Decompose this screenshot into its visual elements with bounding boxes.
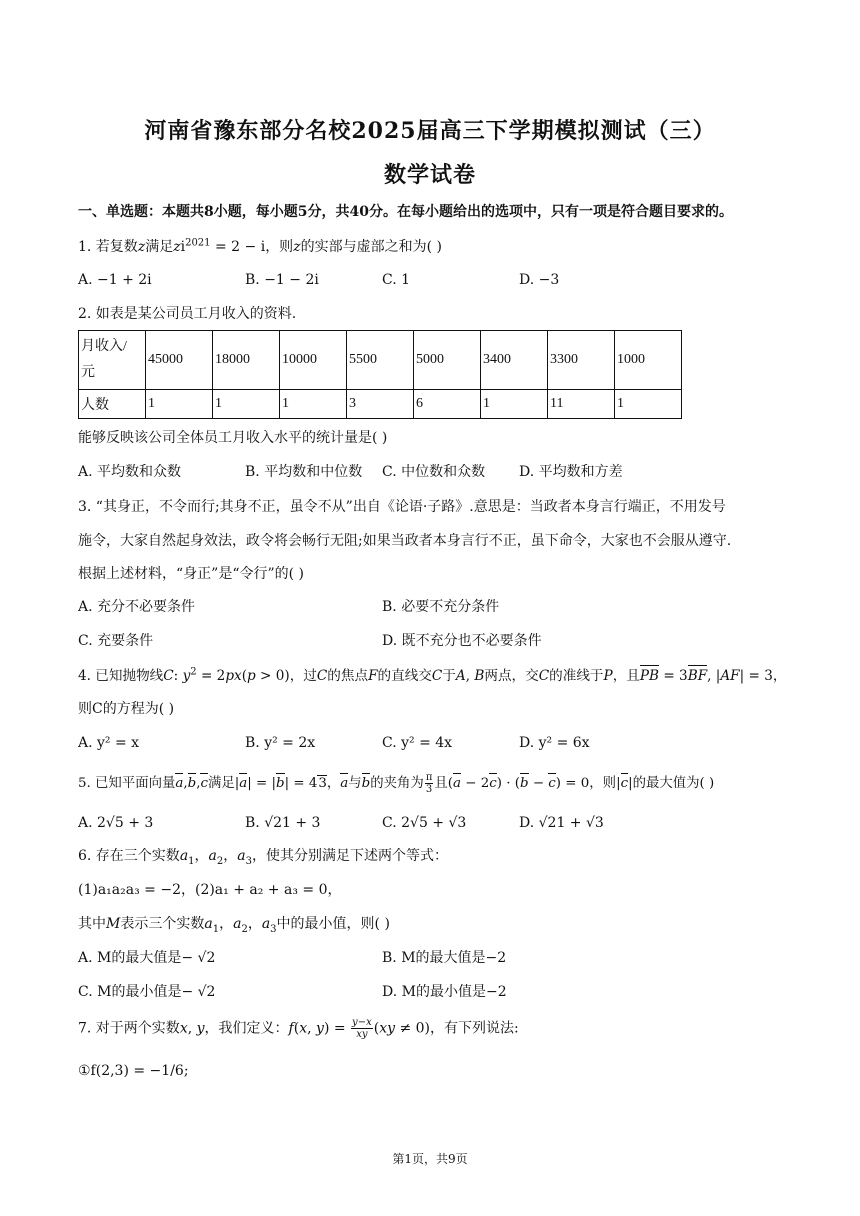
- income-header-cell: 月收入/ 元: [79, 331, 146, 390]
- question-3-line-2: 施令，大家自然起身效法，政令将会畅行无阻;如果当政者本身言行不正，虽下命令，大家也不会服从遵守.: [78, 533, 732, 549]
- question-7-line-1: 7. 对于两个实数x, y，我们定义：f(x, y) = $\frac{y-x}{xy}$ (xy ≠ 0)，有下列说法:: [78, 1017, 519, 1040]
- question-6-option-b: B. M的最大值是−2: [382, 950, 507, 966]
- income-cell: 3300: [548, 331, 615, 390]
- count-cell: 3: [347, 390, 414, 419]
- count-cell: 1: [615, 390, 682, 419]
- question-4-line-1: 4. 已知抛物线C: $y^2 = 2px(p > 0)$，过C的焦点F的直线交C于A, B两点，交C的准线于P，且PB = 3BF, |AF| = 3，: [78, 666, 787, 684]
- question-2-option-b: B. 平均数和中位数: [245, 464, 363, 480]
- question-1-option-c: C. 1: [382, 272, 411, 288]
- income-cell: 3400: [481, 331, 548, 390]
- question-5-option-a: A. 2√5 + 3: [78, 815, 154, 831]
- count-cell: 11: [548, 390, 615, 419]
- income-table-row-count: [79, 390, 682, 419]
- count-cell: 1: [280, 390, 347, 419]
- question-3-option-b: B. 必要不充分条件: [382, 599, 500, 615]
- count-cell: 1: [213, 390, 280, 419]
- question-1-option-d: D. −3: [519, 272, 560, 288]
- income-cell: 18000: [213, 331, 280, 390]
- count-cell: 6: [414, 390, 481, 419]
- question-2-question: 能够反映该公司全体员工月收入水平的统计量是( ): [78, 430, 388, 446]
- question-5-option-d: D. √21 + √3: [519, 815, 604, 831]
- question-6-option-d: D. M的最小值是−2: [382, 984, 507, 1000]
- question-4-option-b: B. y² = 2x: [245, 735, 316, 751]
- income-table-row-income: [79, 331, 682, 390]
- count-cell: 1: [481, 390, 548, 419]
- income-cell: 5000: [414, 331, 481, 390]
- question-4-option-a: A. y² = x: [78, 735, 140, 751]
- income-cell: 1000: [615, 331, 682, 390]
- question-6-option-a: A. M的最大值是− √2: [78, 950, 216, 966]
- question-7-item-1: ①f(2,3) = −1/6;: [78, 1063, 189, 1079]
- exam-subtitle: 数学试卷: [383, 162, 476, 188]
- income-cell: 45000: [146, 331, 213, 390]
- question-4-option-c: C. y² = 4x: [382, 735, 453, 751]
- question-1-stem: 1. 若复数z满足$zi^{2021} = 2 - i$，则z的实部与虚部之和为( ): [78, 237, 442, 255]
- question-3-option-d: D. 既不充分也不必要条件: [382, 633, 542, 649]
- question-6-line-2: (1)a₁a₂a₃ = −2，(2)a₁ + a₂ + a₃ = 0，: [78, 882, 342, 898]
- question-6-line-3: 其中M表示三个实数$a_1$，$a_2$，$a_3$中的最小值，则( ): [78, 916, 390, 935]
- exam-title: 河南省豫东部分名校2025届高三下学期模拟测试（三）: [144, 118, 716, 144]
- question-5-option-b: B. √21 + 3: [245, 815, 321, 831]
- question-2-option-d: D. 平均数和方差: [519, 464, 623, 480]
- question-1-option-b: B. −1 − 2i: [245, 272, 319, 288]
- question-6-option-c: C. M的最小值是− √2: [78, 984, 216, 1000]
- question-4-option-d: D. y² = 6x: [519, 735, 590, 751]
- question-6-line-1: 6. 存在三个实数$a_1$，$a_2$，$a_3$，使其分别满足下述两个等式：: [78, 848, 449, 867]
- page-footer: 第1页，共9页: [392, 1152, 468, 1166]
- question-1-option-a: A. −1 + 2i: [78, 272, 152, 288]
- question-3-line-1: 3. “其身正，不令而行;其身不正，虽令不从”出自《论语·子路》.意思是：当政者本身言行端正，不用发号: [78, 499, 726, 515]
- section-single-choice-heading: 一、单选题：本题共8小题，每小题5分，共40分。在每小题给出的选项中，只有一项是符合题目要求的。: [78, 204, 733, 220]
- question-2-option-c: C. 中位数和众数: [382, 464, 486, 480]
- count-header-cell: 人数: [79, 390, 146, 419]
- income-cell: 10000: [280, 331, 347, 390]
- count-cell: 1: [146, 390, 213, 419]
- question-4-line-2: 则C的方程为( ): [78, 701, 175, 717]
- income-cell: 5500: [347, 331, 414, 390]
- question-2-stem: 2. 如表是某公司员工月收入的资料.: [78, 306, 297, 322]
- question-5-stem: 5. 已知平面向量a,b,c满足|a| = |b| = 43，a与b的夹角为 $\frac{\pi}{3}$ 且(a − 2c) · (b − c) = 0，则|c|的最大值为( ): [78, 772, 715, 795]
- question-5-option-c: C. 2√5 + √3: [382, 815, 467, 831]
- income-table: [78, 330, 682, 419]
- question-3-option-a: A. 充分不必要条件: [78, 599, 196, 615]
- question-3-option-c: C. 充要条件: [78, 633, 154, 649]
- question-3-line-3: 根据上述材料，“身正”是“令行”的( ): [78, 566, 305, 582]
- question-2-option-a: A. 平均数和众数: [78, 464, 182, 480]
